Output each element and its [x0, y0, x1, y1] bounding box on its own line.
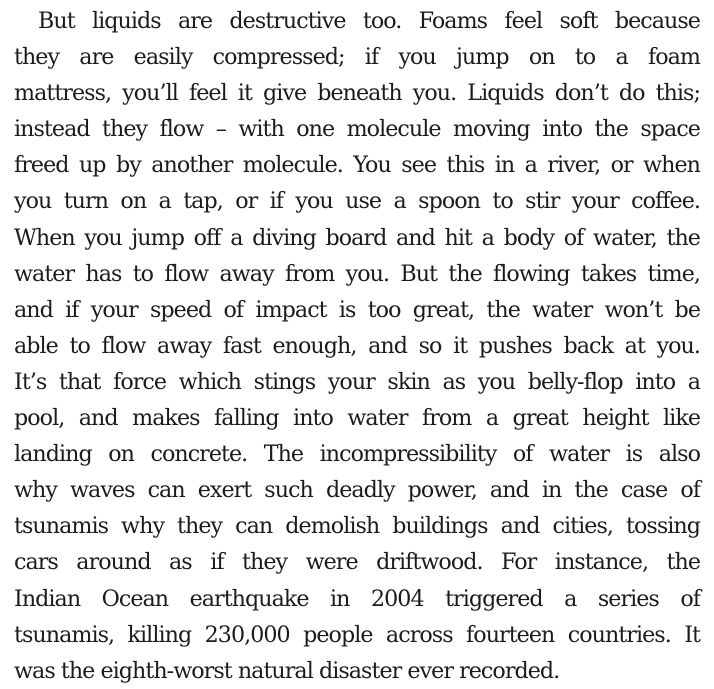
- paragraph-line: why waves can exert such deadly power, and in the case of: [14, 477, 700, 504]
- paragraph-line: they are easily compressed; if you jump on to a foam: [14, 44, 700, 71]
- paragraph-line: But liquids are destructive too. Foams feel soft because: [38, 8, 700, 34]
- paragraph-line: It’s that force which stings your skin as you belly-flop into a: [14, 368, 700, 395]
- paragraph-line: able to flow away fast enough, and so it pushes back at you.: [14, 332, 700, 359]
- paragraph-line: water has to flow away from you. But the flowing takes time,: [14, 260, 700, 287]
- paragraph-line: freed up by another molecule. You see this in a river, or when: [14, 152, 700, 179]
- body-paragraph: [14, 3, 700, 689]
- paragraph-line: cars around as if they were driftwood. For instance, the: [14, 549, 700, 576]
- paragraph-line: mattress, you’ll feel it give beneath you. Liquids don’t do this;: [14, 80, 700, 107]
- paragraph-line: pool, and makes falling into water from a great height like: [14, 405, 700, 432]
- paragraph-line: and if your speed of impact is too great, the water won’t be: [14, 296, 700, 323]
- paragraph-line: tsunamis, killing 230,000 people across fourteen countries. It: [14, 621, 700, 648]
- paragraph-line: was the eighth-worst natural disaster ever recorded.: [14, 657, 560, 684]
- paragraph-line: Indian Ocean earthquake in 2004 triggered a series of: [14, 585, 700, 612]
- paragraph-line: landing on concrete. The incompressibility of water is also: [14, 441, 700, 468]
- paragraph-line: you turn on a tap, or if you use a spoon to stir your coffee.: [14, 188, 700, 215]
- paragraph-line: instead they flow – with one molecule moving into the space: [14, 116, 700, 143]
- paragraph-line: tsunamis why they can demolish buildings and cities, tossing: [14, 513, 700, 540]
- paragraph-line: When you jump off a diving board and hit a body of water, the: [14, 224, 700, 251]
